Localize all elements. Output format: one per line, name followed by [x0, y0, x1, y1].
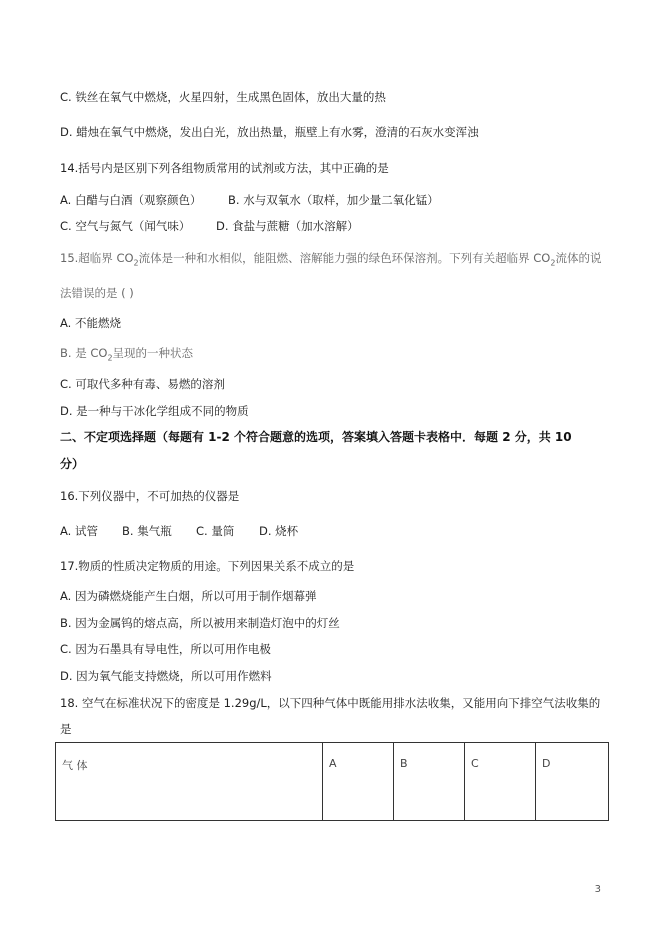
q14-option-d: D. 食盐与蔗糖（加水溶解） — [216, 219, 359, 233]
q15-option-d: D. 是一种与干冰化学组成不同的物质 — [60, 404, 249, 418]
q17-stem: 17.物质的性质决定物质的用途。下列因果关系不成立的是 — [60, 559, 355, 573]
q18-stem-line1: 18. 空气在标准状况下的密度是 1.29g/L，以下四种气体中既能用排水法收集，又能用向下排空气法收集的 — [60, 696, 601, 710]
section2-heading-line2: 分） — [60, 457, 85, 471]
q16-option-d: D. 烧杯 — [259, 524, 299, 538]
table-row — [56, 743, 609, 821]
table-col-d: D — [536, 743, 609, 821]
q17-option-a: A. 因为磷燃烧能产生白烟，所以可用于制作烟幕弹 — [60, 589, 317, 603]
q14-option-c: C. 空气与氮气（闻气味） — [60, 219, 191, 233]
q14-stem: 14.括号内是区别下列各组物质常用的试剂或方法，其中正确的是 — [60, 161, 389, 175]
page-number: 3 — [594, 884, 601, 895]
q16-option-b: B. 集气瓶 — [122, 524, 172, 538]
table-col-b: B — [394, 743, 465, 821]
q18-stem-line2: 是 — [60, 722, 72, 736]
q14-option-b: B. 水与双氧水（取样，加少量二氧化锰） — [228, 193, 439, 207]
q17-option-c: C. 因为石墨具有导电性，所以可用作电极 — [60, 642, 271, 656]
q18-gas-table — [55, 742, 609, 821]
q13-option-c: C. 铁丝在氧气中燃烧，火星四射，生成黑色固体，放出大量的热 — [60, 90, 386, 104]
table-col-a: A — [323, 743, 394, 821]
q15-option-b: B. 是 $CO_2$呈现的一种状态 — [60, 346, 194, 363]
q15-option-c: C. 可取代多种有毒、易燃的溶剂 — [60, 377, 225, 391]
q13-option-d: D. 蜡烛在氧气中燃烧，发出白光，放出热量，瓶壁上有水雾，澄清的石灰水变浑浊 — [60, 125, 479, 139]
q16-option-a: A. 试管 — [60, 524, 98, 538]
q16-option-c: C. 量筒 — [196, 524, 235, 538]
table-col-c: C — [465, 743, 536, 821]
q15-stem-line2: 法错误的是 ( ) — [60, 286, 134, 300]
q17-option-d: D. 因为氧气能支持燃烧，所以可用作燃料 — [60, 669, 272, 683]
q15-option-a: A. 不能燃烧 — [60, 316, 121, 330]
q17-option-b: B. 因为金属钨的熔点高，所以被用来制造灯泡中的灯丝 — [60, 616, 340, 630]
section2-heading-line1: 二、不定项选择题（每题有 1-2 个符合题意的选项，答案填入答题卡表格中．每题 2 分，共 10 — [60, 430, 572, 444]
q15-stem-line1: 15.超临界 $CO_2$流体是一种和水相似，能阻燃、溶解能力强的绿色环保溶剂。下列有关超临界 $CO_2$流体的说 — [60, 251, 602, 268]
q16-stem: 16.下列仪器中，不可加热的仪器是 — [60, 489, 240, 503]
q14-option-a: A. 白醋与白酒（观察颜色） — [60, 193, 202, 207]
table-header-cell: 气 体 — [56, 743, 323, 821]
